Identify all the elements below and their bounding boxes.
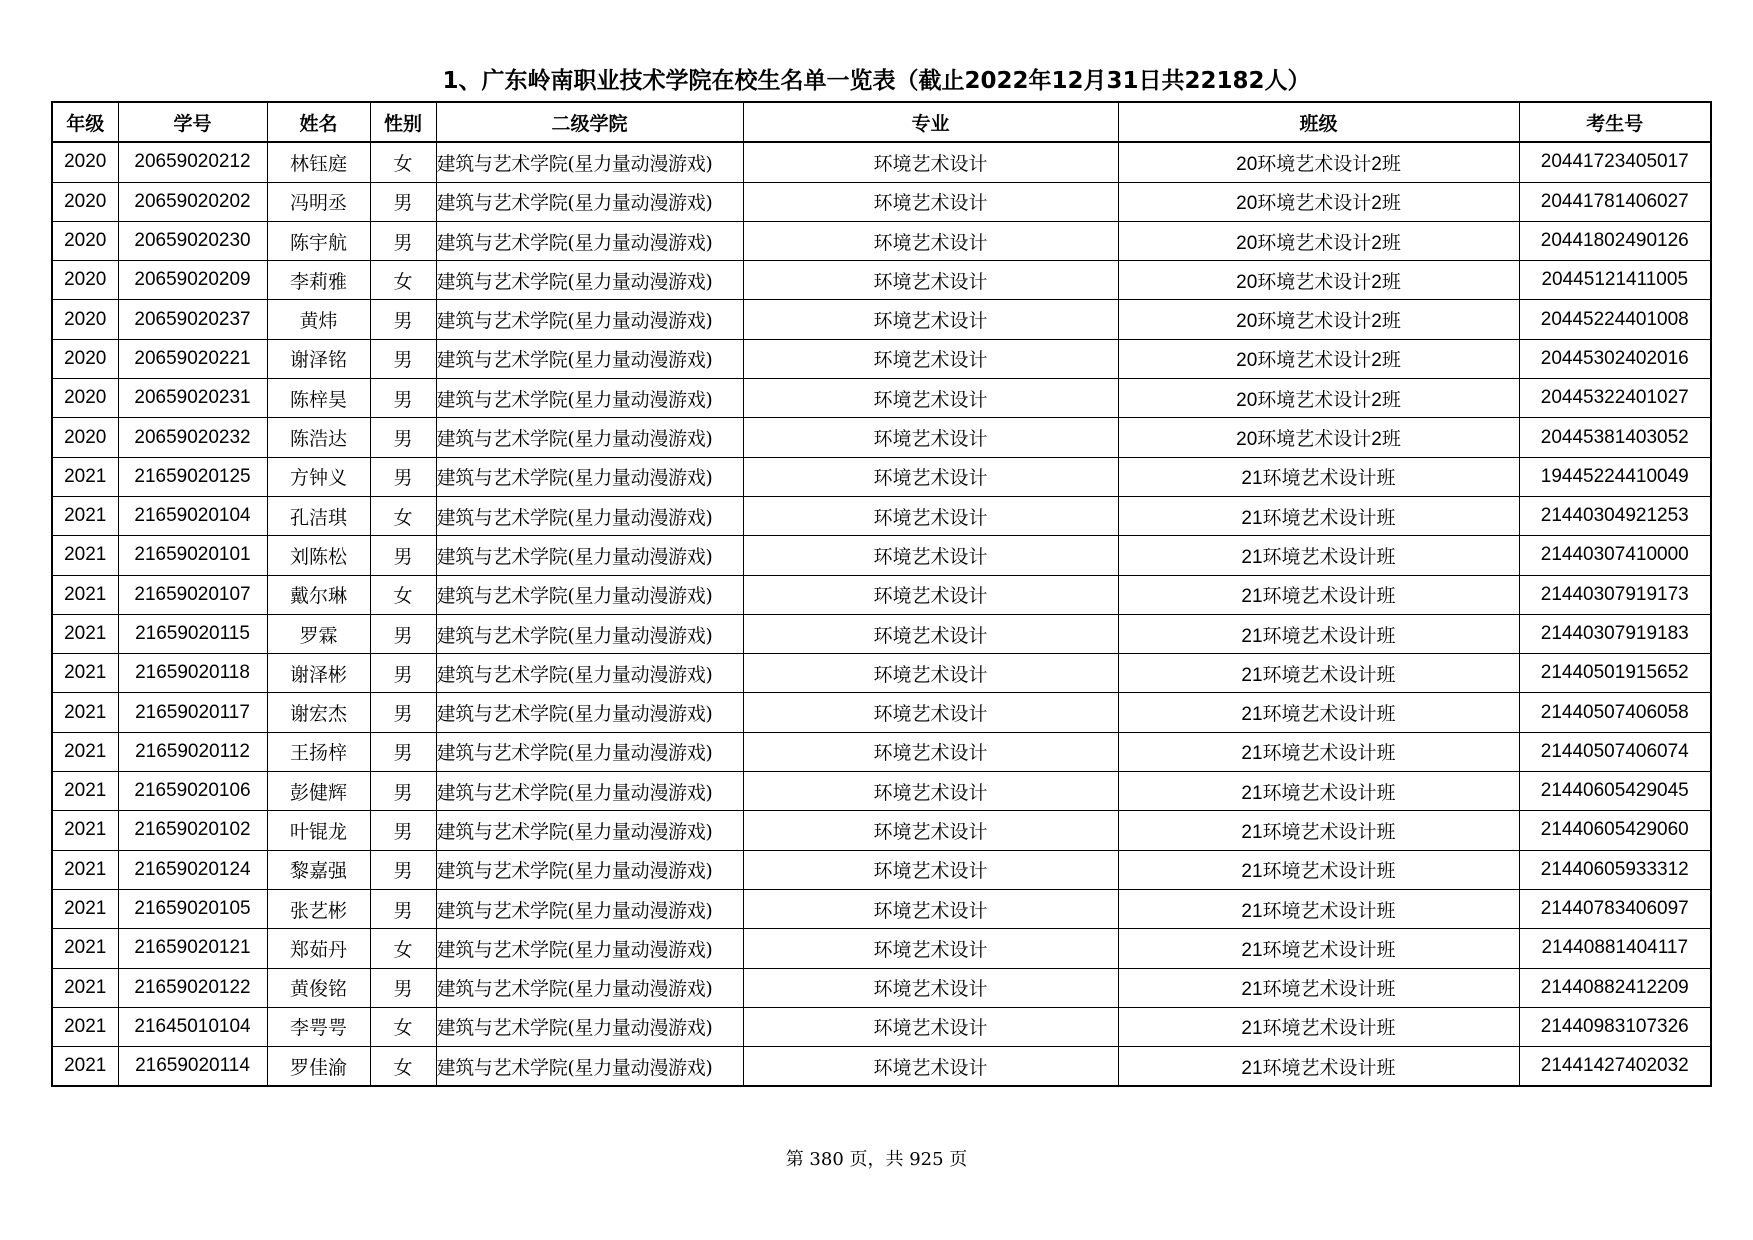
cell-major: 环境艺术设计: [743, 575, 1118, 614]
table-row: [52, 811, 1711, 850]
table-row: [52, 221, 1711, 260]
cell-class: 21环境艺术设计班: [1118, 1007, 1519, 1046]
cell-major: 环境艺术设计: [743, 850, 1118, 889]
cell-class: 20环境艺术设计2班: [1118, 379, 1519, 418]
cell-major: 环境艺术设计: [743, 889, 1118, 928]
table-row: [52, 418, 1711, 457]
cell-student-id: 20659020230: [118, 221, 267, 260]
cell-exam-number: 21440307919183: [1519, 614, 1711, 653]
cell-class: 20环境艺术设计2班: [1118, 221, 1519, 260]
cell-major: 环境艺术设计: [743, 496, 1118, 535]
cell-college: 建筑与艺术学院(星力量动漫游戏): [436, 339, 743, 378]
cell-college: 建筑与艺术学院(星力量动漫游戏): [436, 536, 743, 575]
table-row: [52, 339, 1711, 378]
cell-college: 建筑与艺术学院(星力量动漫游戏): [436, 1007, 743, 1046]
cell-grade: 2021: [52, 968, 118, 1007]
cell-student-id: 21659020118: [118, 654, 267, 693]
cell-major: 环境艺术设计: [743, 418, 1118, 457]
table-row: [52, 496, 1711, 535]
cell-exam-number: 20445322401027: [1519, 379, 1711, 418]
cell-student-id: 20659020221: [118, 339, 267, 378]
cell-college: 建筑与艺术学院(星力量动漫游戏): [436, 182, 743, 221]
student-roster-table: [51, 101, 1712, 1087]
cell-class: 21环境艺术设计班: [1118, 811, 1519, 850]
table-row: [52, 968, 1711, 1007]
cell-gender: 男: [370, 968, 436, 1007]
cell-name: 林钰庭: [267, 142, 370, 182]
column-header-major: 专业: [743, 102, 1118, 142]
cell-student-id: 21659020124: [118, 850, 267, 889]
cell-class: 21环境艺术设计班: [1118, 575, 1519, 614]
cell-gender: 男: [370, 732, 436, 771]
cell-student-id: 21659020112: [118, 732, 267, 771]
cell-class: 20环境艺术设计2班: [1118, 182, 1519, 221]
cell-exam-number: 20441802490126: [1519, 221, 1711, 260]
cell-name: 王扬梓: [267, 732, 370, 771]
table-row: [52, 614, 1711, 653]
cell-gender: 男: [370, 457, 436, 496]
cell-exam-number: 21440507406058: [1519, 693, 1711, 732]
cell-class: 21环境艺术设计班: [1118, 732, 1519, 771]
cell-gender: 女: [370, 496, 436, 535]
cell-major: 环境艺术设计: [743, 457, 1118, 496]
cell-exam-number: 21440882412209: [1519, 968, 1711, 1007]
table-row: [52, 772, 1711, 811]
cell-gender: 男: [370, 536, 436, 575]
cell-class: 20环境艺术设计2班: [1118, 142, 1519, 182]
cell-college: 建筑与艺术学院(星力量动漫游戏): [436, 850, 743, 889]
cell-gender: 男: [370, 654, 436, 693]
cell-gender: 女: [370, 1047, 436, 1087]
cell-grade: 2020: [52, 221, 118, 260]
cell-grade: 2021: [52, 732, 118, 771]
cell-grade: 2021: [52, 654, 118, 693]
cell-student-id: 21659020121: [118, 929, 267, 968]
cell-major: 环境艺术设计: [743, 339, 1118, 378]
cell-major: 环境艺术设计: [743, 968, 1118, 1007]
cell-class: 21环境艺术设计班: [1118, 1047, 1519, 1087]
cell-class: 21环境艺术设计班: [1118, 536, 1519, 575]
cell-gender: 男: [370, 339, 436, 378]
cell-college: 建筑与艺术学院(星力量动漫游戏): [436, 575, 743, 614]
cell-exam-number: 20445121411005: [1519, 261, 1711, 300]
cell-name: 冯明丞: [267, 182, 370, 221]
cell-gender: 男: [370, 693, 436, 732]
table-row: [52, 654, 1711, 693]
cell-grade: 2021: [52, 850, 118, 889]
cell-name: 彭健辉: [267, 772, 370, 811]
cell-student-id: 21659020104: [118, 496, 267, 535]
cell-name: 刘陈松: [267, 536, 370, 575]
cell-gender: 女: [370, 142, 436, 182]
table-row: [52, 379, 1711, 418]
cell-college: 建筑与艺术学院(星力量动漫游戏): [436, 300, 743, 339]
cell-grade: 2020: [52, 261, 118, 300]
cell-major: 环境艺术设计: [743, 654, 1118, 693]
cell-grade: 2021: [52, 811, 118, 850]
cell-exam-number: 21440304921253: [1519, 496, 1711, 535]
cell-major: 环境艺术设计: [743, 811, 1118, 850]
cell-grade: 2020: [52, 182, 118, 221]
table-row: [52, 575, 1711, 614]
cell-grade: 2020: [52, 142, 118, 182]
cell-gender: 男: [370, 811, 436, 850]
cell-college: 建筑与艺术学院(星力量动漫游戏): [436, 261, 743, 300]
cell-grade: 2021: [52, 496, 118, 535]
cell-major: 环境艺术设计: [743, 182, 1118, 221]
column-header-college: 二级学院: [436, 102, 743, 142]
cell-student-id: 20659020202: [118, 182, 267, 221]
cell-student-id: 21659020125: [118, 457, 267, 496]
cell-student-id: 21645010104: [118, 1007, 267, 1046]
cell-gender: 男: [370, 221, 436, 260]
cell-student-id: 21659020101: [118, 536, 267, 575]
cell-college: 建筑与艺术学院(星力量动漫游戏): [436, 889, 743, 928]
table-row: [52, 693, 1711, 732]
cell-student-id: 21659020102: [118, 811, 267, 850]
cell-major: 环境艺术设计: [743, 614, 1118, 653]
cell-exam-number: 20445302402016: [1519, 339, 1711, 378]
cell-major: 环境艺术设计: [743, 379, 1118, 418]
cell-student-id: 21659020107: [118, 575, 267, 614]
cell-major: 环境艺术设计: [743, 536, 1118, 575]
cell-name: 张艺彬: [267, 889, 370, 928]
cell-name: 罗霖: [267, 614, 370, 653]
page-number-footer: 第 380 页，共 925 页: [785, 1149, 968, 1170]
cell-name: 陈梓昊: [267, 379, 370, 418]
cell-college: 建筑与艺术学院(星力量动漫游戏): [436, 418, 743, 457]
cell-grade: 2021: [52, 1047, 118, 1087]
table-row: [52, 889, 1711, 928]
cell-gender: 男: [370, 850, 436, 889]
cell-name: 罗佳渝: [267, 1047, 370, 1087]
cell-name: 陈宇航: [267, 221, 370, 260]
cell-grade: 2021: [52, 693, 118, 732]
table-row: [52, 142, 1711, 182]
cell-exam-number: 20441781406027: [1519, 182, 1711, 221]
cell-college: 建筑与艺术学院(星力量动漫游戏): [436, 654, 743, 693]
cell-class: 21环境艺术设计班: [1118, 614, 1519, 653]
cell-class: 20环境艺术设计2班: [1118, 339, 1519, 378]
cell-major: 环境艺术设计: [743, 300, 1118, 339]
cell-name: 方钟义: [267, 457, 370, 496]
cell-gender: 男: [370, 418, 436, 457]
cell-exam-number: 21441427402032: [1519, 1047, 1711, 1087]
cell-student-id: 20659020212: [118, 142, 267, 182]
cell-class: 21环境艺术设计班: [1118, 457, 1519, 496]
cell-student-id: 21659020115: [118, 614, 267, 653]
cell-student-id: 20659020209: [118, 261, 267, 300]
cell-exam-number: 21440507406074: [1519, 732, 1711, 771]
cell-grade: 2020: [52, 379, 118, 418]
cell-exam-number: 19445224410049: [1519, 457, 1711, 496]
cell-student-id: 21659020106: [118, 772, 267, 811]
cell-college: 建筑与艺术学院(星力量动漫游戏): [436, 811, 743, 850]
table-row: [52, 182, 1711, 221]
cell-class: 21环境艺术设计班: [1118, 693, 1519, 732]
cell-major: 环境艺术设计: [743, 732, 1118, 771]
table-row: [52, 850, 1711, 889]
table-row: [52, 457, 1711, 496]
cell-exam-number: 21440307410000: [1519, 536, 1711, 575]
cell-gender: 男: [370, 614, 436, 653]
cell-exam-number: 20441723405017: [1519, 142, 1711, 182]
cell-name: 谢宏杰: [267, 693, 370, 732]
column-header-exam-number: 考生号: [1519, 102, 1711, 142]
cell-major: 环境艺术设计: [743, 772, 1118, 811]
cell-exam-number: 21440983107326: [1519, 1007, 1711, 1046]
cell-student-id: 20659020232: [118, 418, 267, 457]
cell-class: 21环境艺术设计班: [1118, 968, 1519, 1007]
cell-class: 20环境艺术设计2班: [1118, 418, 1519, 457]
table-row: [52, 300, 1711, 339]
cell-major: 环境艺术设计: [743, 929, 1118, 968]
cell-college: 建筑与艺术学院(星力量动漫游戏): [436, 772, 743, 811]
table-row: [52, 1007, 1711, 1046]
table-row: [52, 536, 1711, 575]
cell-grade: 2021: [52, 889, 118, 928]
cell-grade: 2021: [52, 929, 118, 968]
cell-major: 环境艺术设计: [743, 142, 1118, 182]
cell-grade: 2020: [52, 339, 118, 378]
cell-exam-number: 20445224401008: [1519, 300, 1711, 339]
table-row: [52, 929, 1711, 968]
cell-college: 建筑与艺术学院(星力量动漫游戏): [436, 693, 743, 732]
cell-student-id: 21659020114: [118, 1047, 267, 1087]
cell-class: 21环境艺术设计班: [1118, 654, 1519, 693]
cell-class: 21环境艺术设计班: [1118, 850, 1519, 889]
cell-exam-number: 21440501915652: [1519, 654, 1711, 693]
cell-exam-number: 21440605429060: [1519, 811, 1711, 850]
cell-exam-number: 21440783406097: [1519, 889, 1711, 928]
cell-class: 20环境艺术设计2班: [1118, 261, 1519, 300]
cell-gender: 女: [370, 1007, 436, 1046]
cell-name: 戴尔琳: [267, 575, 370, 614]
cell-student-id: 20659020231: [118, 379, 267, 418]
cell-student-id: 21659020122: [118, 968, 267, 1007]
cell-college: 建筑与艺术学院(星力量动漫游戏): [436, 929, 743, 968]
cell-exam-number: 21440605933312: [1519, 850, 1711, 889]
cell-major: 环境艺术设计: [743, 261, 1118, 300]
cell-major: 环境艺术设计: [743, 693, 1118, 732]
column-header-grade: 年级: [52, 102, 118, 142]
cell-name: 黄俊铭: [267, 968, 370, 1007]
cell-name: 李咢咢: [267, 1007, 370, 1046]
cell-college: 建筑与艺术学院(星力量动漫游戏): [436, 496, 743, 535]
cell-name: 李莉雅: [267, 261, 370, 300]
cell-college: 建筑与艺术学院(星力量动漫游戏): [436, 142, 743, 182]
table-row: [52, 1047, 1711, 1087]
cell-college: 建筑与艺术学院(星力量动漫游戏): [436, 968, 743, 1007]
cell-grade: 2021: [52, 575, 118, 614]
cell-college: 建筑与艺术学院(星力量动漫游戏): [436, 1047, 743, 1087]
column-header-student-id: 学号: [118, 102, 267, 142]
cell-name: 谢泽铭: [267, 339, 370, 378]
cell-name: 孔洁琪: [267, 496, 370, 535]
cell-college: 建筑与艺术学院(星力量动漫游戏): [436, 614, 743, 653]
cell-college: 建筑与艺术学院(星力量动漫游戏): [436, 457, 743, 496]
column-header-name: 姓名: [267, 102, 370, 142]
cell-gender: 男: [370, 182, 436, 221]
cell-class: 21环境艺术设计班: [1118, 772, 1519, 811]
document-title: 1、广东岭南职业技术学院在校生名单一览表（截止2022年12月31日共22182人）: [442, 68, 1311, 94]
table-body: [52, 142, 1711, 1086]
cell-student-id: 20659020237: [118, 300, 267, 339]
cell-college: 建筑与艺术学院(星力量动漫游戏): [436, 732, 743, 771]
cell-college: 建筑与艺术学院(星力量动漫游戏): [436, 221, 743, 260]
cell-name: 黎嘉强: [267, 850, 370, 889]
cell-grade: 2021: [52, 614, 118, 653]
cell-gender: 女: [370, 929, 436, 968]
cell-grade: 2021: [52, 536, 118, 575]
table-row: [52, 732, 1711, 771]
cell-major: 环境艺术设计: [743, 1047, 1118, 1087]
cell-class: 21环境艺术设计班: [1118, 889, 1519, 928]
cell-grade: 2021: [52, 772, 118, 811]
cell-major: 环境艺术设计: [743, 221, 1118, 260]
cell-class: 21环境艺术设计班: [1118, 929, 1519, 968]
cell-exam-number: 21440605429045: [1519, 772, 1711, 811]
cell-class: 21环境艺术设计班: [1118, 496, 1519, 535]
cell-gender: 男: [370, 379, 436, 418]
cell-gender: 女: [370, 261, 436, 300]
cell-student-id: 21659020105: [118, 889, 267, 928]
cell-name: 谢泽彬: [267, 654, 370, 693]
cell-exam-number: 21440881404117: [1519, 929, 1711, 968]
cell-student-id: 21659020117: [118, 693, 267, 732]
cell-gender: 男: [370, 889, 436, 928]
cell-name: 黄炜: [267, 300, 370, 339]
column-header-class: 班级: [1118, 102, 1519, 142]
cell-exam-number: 20445381403052: [1519, 418, 1711, 457]
cell-grade: 2020: [52, 300, 118, 339]
cell-college: 建筑与艺术学院(星力量动漫游戏): [436, 379, 743, 418]
cell-gender: 男: [370, 772, 436, 811]
cell-gender: 女: [370, 575, 436, 614]
cell-gender: 男: [370, 300, 436, 339]
cell-grade: 2021: [52, 457, 118, 496]
cell-name: 陈浩达: [267, 418, 370, 457]
cell-grade: 2020: [52, 418, 118, 457]
cell-class: 20环境艺术设计2班: [1118, 300, 1519, 339]
cell-major: 环境艺术设计: [743, 1007, 1118, 1046]
cell-exam-number: 21440307919173: [1519, 575, 1711, 614]
cell-name: 郑茹丹: [267, 929, 370, 968]
cell-name: 叶锟龙: [267, 811, 370, 850]
cell-grade: 2021: [52, 1007, 118, 1046]
column-header-gender: 性别: [370, 102, 436, 142]
table-row: [52, 261, 1711, 300]
table-header-row: [52, 102, 1711, 142]
